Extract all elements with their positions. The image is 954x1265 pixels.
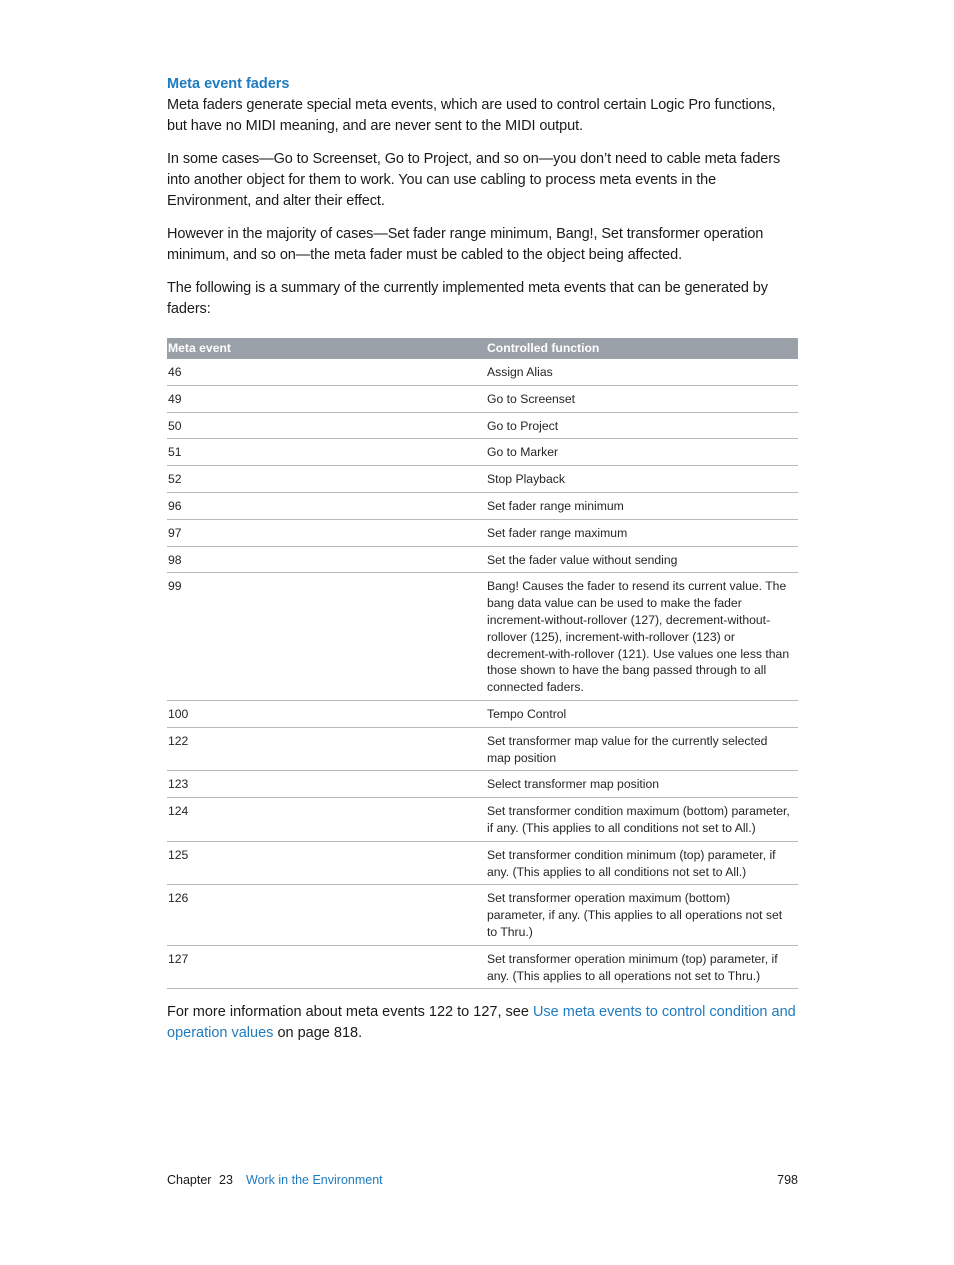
controlled-function-cell: Select transformer map position <box>486 771 798 798</box>
controlled-function-cell: Go to Marker <box>486 439 798 466</box>
controlled-function-cell: Set transformer condition minimum (top) parameter, if any. (This applies to all conditions not set to All.) <box>486 841 798 885</box>
table-row <box>167 492 798 519</box>
summary-paragraph: The following is a summary of the currently implemented meta events that can be generated by faders: <box>167 280 768 317</box>
table-row <box>167 945 798 989</box>
table-row <box>167 771 798 798</box>
more-info-paragraph <box>167 1002 798 1044</box>
more-info-prefix: For more information about meta events 122 to 127, see <box>167 1004 533 1021</box>
meta-event-cell: 96 <box>167 492 486 519</box>
table-row <box>167 412 798 439</box>
controlled-function-cell: Go to Screenset <box>486 385 798 412</box>
meta-event-table <box>167 338 798 989</box>
controlled-function-cell: Assign Alias <box>486 359 798 385</box>
controlled-function-cell: Set fader range maximum <box>486 519 798 546</box>
table-row <box>167 439 798 466</box>
table-row <box>167 573 798 701</box>
table-row <box>167 798 798 842</box>
controlled-function-cell: Stop Playback <box>486 466 798 493</box>
meta-event-cell: 127 <box>167 945 486 989</box>
controlled-function-cell: Set transformer map value for the currently selected map position <box>486 727 798 771</box>
column-header-controlled-function: Controlled function <box>486 338 798 359</box>
section-heading: Meta event faders <box>167 76 290 92</box>
meta-event-cell: 124 <box>167 798 486 842</box>
meta-event-cell: 50 <box>167 412 486 439</box>
column-header-meta-event: Meta event <box>167 338 486 359</box>
table-row <box>167 466 798 493</box>
meta-event-cell: 97 <box>167 519 486 546</box>
meta-events-link[interactable]: Use meta events to control condition and operation values <box>167 1004 796 1042</box>
table-row <box>167 519 798 546</box>
table-row <box>167 841 798 885</box>
meta-event-cell: 52 <box>167 466 486 493</box>
cabling-paragraph: In some cases—Go to Screenset, Go to Project, and so on—you don’t need to cable meta faders into another object for them to work. You can use cabling to process meta events in the Environment, and alter their effect. <box>167 151 781 209</box>
table-row <box>167 700 798 727</box>
meta-event-cell: 98 <box>167 546 486 573</box>
controlled-function-cell: Set the fader value without sending <box>486 546 798 573</box>
footer-chapter-label: Chapter <box>167 1173 212 1187</box>
controlled-function-cell: Set fader range minimum <box>486 492 798 519</box>
footer-page-number: 798 <box>777 1173 798 1187</box>
majority-paragraph: However in the majority of cases—Set fader range minimum, Bang!, Set transformer operation minimum, and so on—the meta fader must be cabled to the object being affected. <box>167 226 764 263</box>
meta-event-cell: 123 <box>167 771 486 798</box>
table-row <box>167 885 798 945</box>
footer-chapter-number: 23 <box>219 1173 233 1187</box>
meta-event-cell: 49 <box>167 385 486 412</box>
controlled-function-cell: Tempo Control <box>486 700 798 727</box>
table-row <box>167 359 798 385</box>
controlled-function-cell: Set transformer operation minimum (top) parameter, if any. (This applies to all operations not set to Thru.) <box>486 945 798 989</box>
intro-paragraph: Meta faders generate special meta events, which are used to control certain Logic Pro functions, but have no MIDI meaning, and are never sent to the MIDI output. <box>167 97 776 134</box>
footer-chapter-link[interactable]: Work in the Environment <box>246 1173 383 1187</box>
table-body <box>167 359 798 989</box>
table-row <box>167 727 798 771</box>
meta-event-cell: 99 <box>167 573 486 701</box>
meta-event-cell: 122 <box>167 727 486 771</box>
controlled-function-cell: Set transformer operation maximum (bottom) parameter, if any. (This applies to all operations not set to Thru.) <box>486 885 798 945</box>
meta-event-cell: 126 <box>167 885 486 945</box>
meta-event-cell: 46 <box>167 359 486 385</box>
meta-event-cell: 51 <box>167 439 486 466</box>
table-header-row <box>167 338 798 359</box>
page-footer <box>167 1173 798 1191</box>
controlled-function-cell: Set transformer condition maximum (bottom) parameter, if any. (This applies to all conditions not set to All.) <box>486 798 798 842</box>
page-content <box>167 74 798 1044</box>
controlled-function-cell: Bang! Causes the fader to resend its current value. The bang data value can be used to make the fader increment-without-rollover (127), decrement-without-rollover (125), increment-with-rollover (123) or decrement-with-rollover (121). Use values one less than those shown to have the bang passed through to all connected faders. <box>486 573 798 701</box>
table-row <box>167 546 798 573</box>
table-row <box>167 385 798 412</box>
meta-event-cell: 125 <box>167 841 486 885</box>
controlled-function-cell: Go to Project <box>486 412 798 439</box>
meta-event-cell: 100 <box>167 700 486 727</box>
more-info-suffix: on page 818. <box>273 1025 363 1042</box>
